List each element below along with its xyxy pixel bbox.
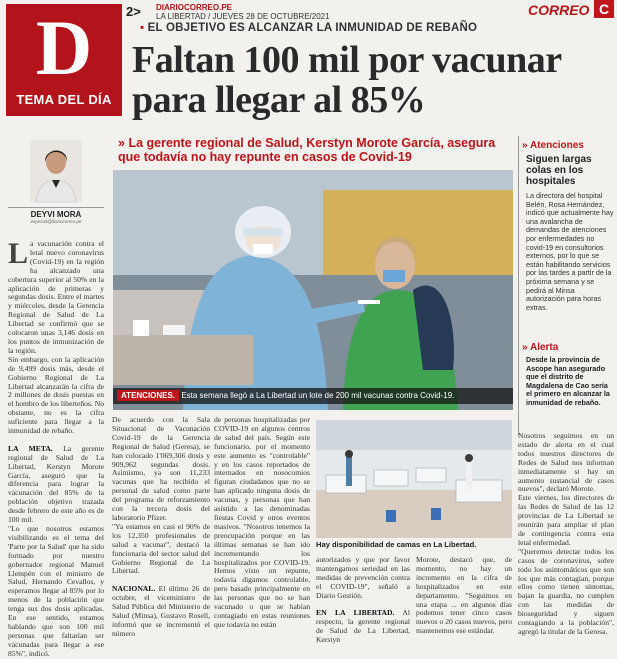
sidebar-rule [518,136,519,436]
sidebar-alert1-body: La directora del hospital Belén, Rosa Hernández, indicó que actualmente hay una avalancha de demandas de atenciones por enfermedades no covid-19 en consultorios externos, por lo que se están habilitando servicios por las tardes a partir de la próxima semana y se pedirá al Minsa autorización para horas extras. [526,191,614,312]
body-column-6 [518,432,614,638]
vaccination-photo [113,170,513,410]
author-portrait [30,140,82,202]
paragraph: autorizados y que por favor mantengamos seriedad en las medidas de prevención contra el COVID-19", señaló a Diario Gestión. [316,555,410,600]
paragraph-lead: LA META. [8,443,53,453]
author-rule [8,207,104,208]
page-number: 2> [126,4,141,19]
paragraph: El último 26 de octubre, el viceministro de Salud Pública del Ministerio de Salud (Minsa), Gustavo Rosell, informó que se incrementó el número [112,584,210,638]
main-photo [113,170,513,410]
body-column-2 [112,416,210,638]
section-label: TEMA DEL DÍA [16,92,112,107]
author-role: especial@diariocorreo.pe [30,219,82,224]
paragraph: Morote, destacó que, de momento, no hay un incremento en la cifra de hospitalizados en este departamento. "Seguimos en una etapa ... en algunos días podemos tener cinco casos nuevos o 20 casos nuevos, pero mantenemos ese estándar. [416,555,512,636]
sidebar-alert2-body: Desde la provincia de Ascope han asegurado que el distrito de Magdalena de Cao sería el primero en alcanzar la inmunidad de rebaño. [526,355,610,407]
section-logo [6,4,122,116]
dateline: LA LIBERTAD / JUEVES 28 DE OCTUBRE/2021 [156,12,330,21]
paragraph: La gerente regional de Salud de La Libertad, Kerstyn Morote García, aseguró que la diferencia para lograr la vacunación del 85% de la población objetivo trazada desde febrero de este año es de 100 mil. [8,443,104,525]
paragraph-lead: EN LA LIBERTAD. [316,608,395,618]
body-column-4 [316,555,410,645]
section-letter: D [35,4,93,91]
brand-name: CORREO [528,2,590,18]
sidebar-alert1-title: » Atenciones [522,140,584,151]
paragraph: Nosotros seguimos en un estado de alerta en el cual todos nuestros directores de Redes de Salud nos informan inmediatamente si hay un aumento sustancial de casos nuevos", declaró Morote. [518,431,614,494]
body-column-1 [8,237,104,658]
caption-text: Esta semana llegó a La Libertad un lote de 200 mil vacunas contra Covid-19. [181,391,455,400]
paragraph: Al respecto, la gerente regional de Salud de La Libertad, Kerstyn [316,608,410,645]
second-photo-caption: Hay disponibilidad de camas en La Libertad. [316,540,477,549]
paragraph-lead: NACIONAL. [112,584,156,594]
sidebar-alert2-title: » Alerta [522,342,559,353]
hospital-beds-photo [316,420,512,538]
sidebar-alert1-subtitle: Siguen largas colas en los hospitales [526,154,592,187]
paragraph: a vacunación contra el letal nuevo coronavirus (Covid-19) en la región ha alcanzado una cobertura superior al 50% en la aplicación de primeras y segundas dosis. Entre el martes y miércoles, desde la Gerencia Regional de Salud de La Libertad se confirmó que se colocaron unas 3,146 dosis en los puntos de inmunización de la región. [8,239,104,355]
paragraph: De acuerdo con la Sala Situacional de Vacunación Covid-19 de la Gerencia Regional de Salud (Geresa), se han colocado 1'069,306 dosis y 909,962 segundas dosis. Asimismo, ya son 11,233 vacunas que ha recibido el personal de salud como parte del programa de reforzamiento con la tercera dosis del laboratorio Pfizer. [112,415,210,522]
paragraph: Sin embargo, con la aplicación de 9,499 dosis más, desde el Gobierno Regional de La Libertad alcanzarán la cifra de 2 millones de dosis puestas en el hombro de los liberteños. No obstante, no es la cifra suficiente para llegar a la inmunidad de rebaño. [8,354,104,436]
paragraph: de personas hospitalizadas por COVID-19 en algunos centros de salud del país. Según este funcionario, por el momento este aumento es "controlable" y en los casos reportados de internados en nosocomios figuran ciudadanos que no se han aplicado ninguna dosis de vacunas, y personas que han asistido a las denominadas fiestas Covid y otros eventos masivos. "Nosotros tenemos la preocupación porque en las últimas semanas se han ido incrementando los hospitalizados por COVID-19. Hemos visto un repunte, todavía digamos controlable, pero basado principalmente en las personas que no se han vacunado o que se habían contagiado en estas reuniones que todavía no están [214,415,310,629]
second-photo [316,420,512,538]
subheadline: » La gerente regional de Salud, Kerstyn Morote García, asegura que todavía no hay repunte en casos de Covid-19 [118,136,496,164]
paragraph: Este viernes, los directores de las Redes de Salud de las 12 provincias de La Libertad se reunirán para ampliar el plan de contingencia contra esta letal enfermedad. [518,493,614,547]
headline: Faltan 100 mil por vacunar para llegar al 85% [132,39,561,121]
body-column-3 [214,416,310,638]
dropcap: L [8,237,29,270]
brand-box: C [594,0,614,18]
paragraph: "Queremos detectar todos los casos de coronavirus, sobre todo los asintomáticos que son los que más contagian, porque ellos como tienen síntomas, bajan la guardia, no cumplen con las medidas de bioseguridad y siguen contagiando a la población", agregó la titular de la Geresa. [518,546,614,636]
body-column-5 [416,556,512,638]
kicker: ▪ EL OBJETIVO ES ALCANZAR LA INMUNIDAD DE REBAÑO [140,22,478,34]
site-name[interactable]: DIARIOCORREO.PE [156,3,233,12]
caption-label: ATENCIONES. [117,390,179,401]
paragraph: "Ya estamos en casi el 90% de los 12,350 profesionales de salud a vacunar", destacó la funcionaria del sector salud del Gobierno Regional de La Libertad. [112,521,210,576]
author-name: DEYVI MORA [30,210,82,219]
photo-caption [113,388,513,404]
paragraph: "Lo que nosotros estamos visibilizando es el tema del 'Parte por la Salud' que ha sido formado por nuestro gobernador regional Manuel Llempén con el ministro de Salud, Hernando Cevallos, y esperamos llegar al 85% por lo menos de la población que tenga sus dos dosis aplicadas. En ese sentido, estamos hablando que son 100 mil personas que faltarían ser vacunadas para llegar a ese 85%", indicó. [8,524,104,658]
